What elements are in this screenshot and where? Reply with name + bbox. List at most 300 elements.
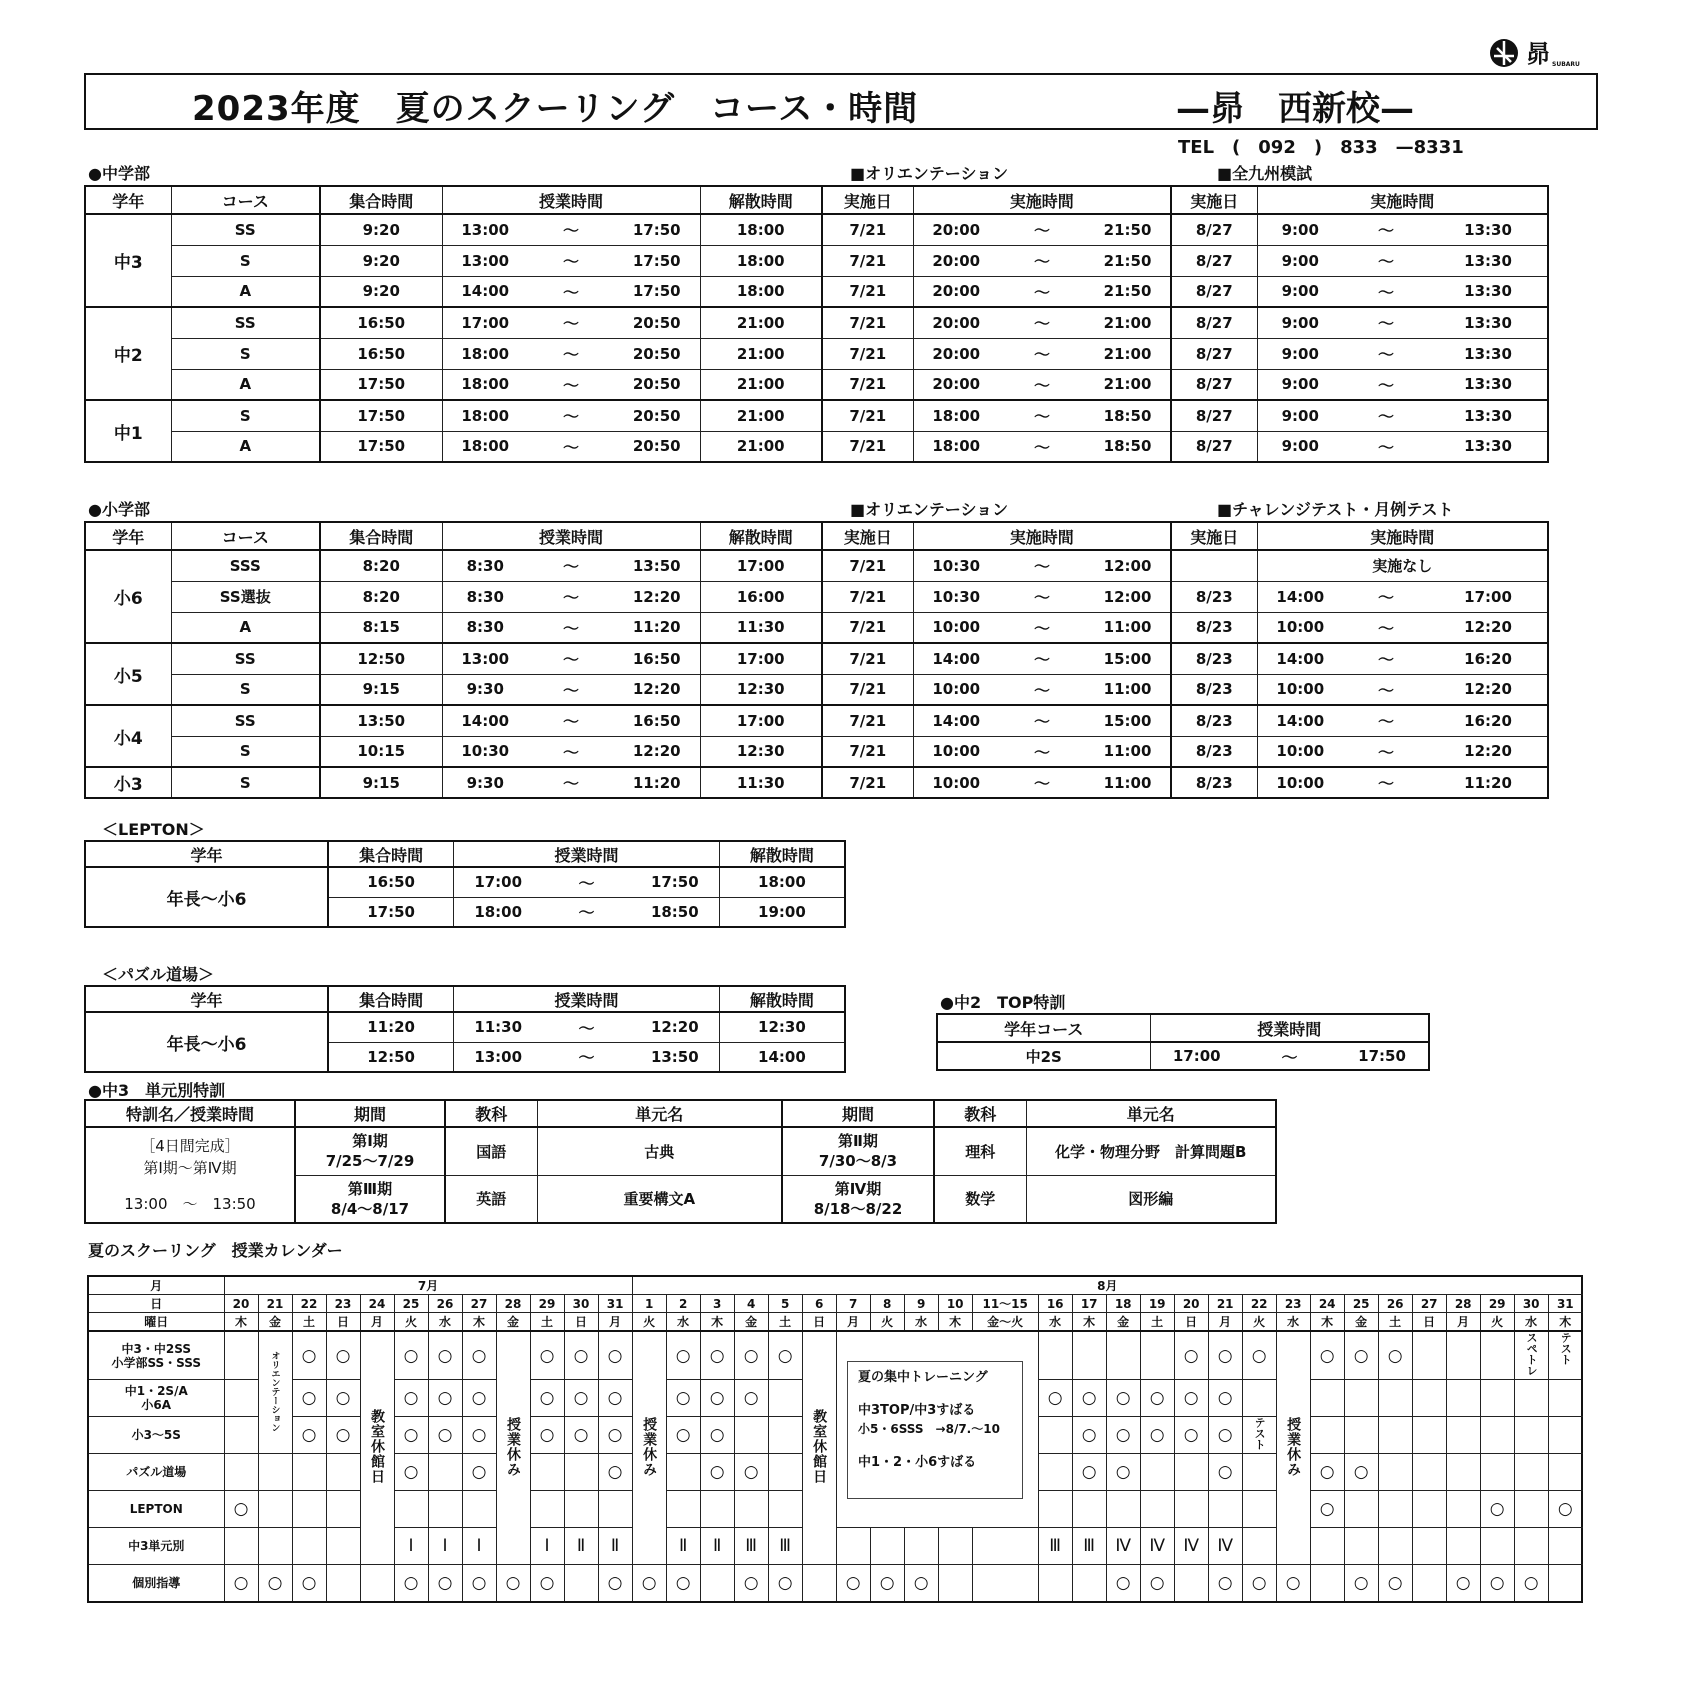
cal-cell: ○ <box>598 1380 632 1417</box>
junior-exam-end: 13:30 <box>1429 245 1548 276</box>
junior-tilde: ～ <box>1343 276 1429 307</box>
cal-cell <box>1208 1491 1242 1528</box>
cal-cell: Ⅲ <box>768 1528 802 1565</box>
cal-row <box>88 1565 1582 1602</box>
cal-day-number: 25 <box>1344 1295 1378 1313</box>
cal-weekday: 水 <box>1514 1313 1548 1332</box>
cal-day-number: 23 <box>1276 1295 1310 1313</box>
junior-exam-date: 8/27 <box>1171 245 1257 276</box>
cal-cell: ○ <box>530 1380 564 1417</box>
elem-dismiss-time: 17:00 <box>700 643 822 674</box>
junior-course-cell: A <box>171 276 320 307</box>
junior-orient-start: 18:00 <box>913 400 999 431</box>
elem-tilde: ～ <box>999 643 1085 674</box>
cal-vertical-text: 教室休館日 <box>369 1409 385 1484</box>
cal-cell: ○ <box>700 1454 734 1491</box>
cal-cell <box>1174 1491 1208 1528</box>
cal-cell: ○ <box>1378 1331 1412 1380</box>
elem-grade-cell: 小3 <box>85 767 171 798</box>
cal-weekday: 火 <box>632 1313 666 1332</box>
junior-dismiss-time: 21:00 <box>700 338 822 369</box>
elem-tilde: ～ <box>999 612 1085 643</box>
cal-cell: ○ <box>224 1565 258 1602</box>
elem-class-end: 16:50 <box>614 705 700 736</box>
cal-day-number: 20 <box>224 1295 258 1313</box>
cal-row-label <box>88 1454 224 1491</box>
unit-period-1 <box>295 1175 445 1223</box>
lepton-header-1: 集合時間 <box>328 841 454 867</box>
junior-tilde: ～ <box>999 400 1085 431</box>
cal-cell <box>666 1454 700 1491</box>
junior-gather-time: 17:50 <box>320 400 442 431</box>
cal-weekday: 水 <box>904 1313 938 1332</box>
cal-day-number: 21 <box>1208 1295 1242 1313</box>
cal-day-number: 7 <box>836 1295 870 1313</box>
cal-cell <box>734 1417 768 1454</box>
cal-cell: ○ <box>1514 1565 1548 1602</box>
cal-cell: Ⅰ <box>462 1528 496 1565</box>
cal-cell: ○ <box>768 1565 802 1602</box>
cal-cell: ○ <box>1378 1565 1412 1602</box>
unit-header-2: 教科 <box>445 1100 537 1127</box>
cal-day-number: 10 <box>938 1295 972 1313</box>
elem-orient-date: 7/21 <box>822 581 913 612</box>
cal-weekday: 月 <box>836 1313 870 1332</box>
junior-tilde: ～ <box>999 245 1085 276</box>
elem-dismiss-time: 11:30 <box>700 767 822 798</box>
cal-cell: ○ <box>292 1380 326 1417</box>
cal-cell <box>768 1491 802 1528</box>
puzzle-tilde: ～ <box>542 1042 631 1072</box>
junior-tilde: ～ <box>999 431 1085 462</box>
unit-name-line-3: 13:00 ～ 13:50 <box>124 1195 256 1213</box>
junior-exam-start: 9:00 <box>1257 400 1343 431</box>
elem-tilde: ～ <box>1343 705 1429 736</box>
elem-orient-end: 11:00 <box>1085 674 1171 705</box>
cal-cell: ○ <box>666 1417 700 1454</box>
elem-tilde: ～ <box>1343 643 1429 674</box>
cal-vertical-text: 授業休み <box>1285 1416 1302 1477</box>
cal-cell: ○ <box>1344 1454 1378 1491</box>
cal-day-number: 30 <box>1514 1295 1548 1313</box>
cal-weekday: 月 <box>360 1313 394 1332</box>
cal-cell <box>1106 1331 1140 1380</box>
elem-class-end: 16:50 <box>614 643 700 674</box>
cal-vertical-text: 授業休み <box>505 1416 521 1477</box>
junior-exam-start: 9:00 <box>1257 276 1343 307</box>
cal-weekday: 月 <box>598 1313 632 1332</box>
lepton-header-2: 授業時間 <box>454 841 720 867</box>
cal-cell <box>1446 1491 1480 1528</box>
cal-cell: ○ <box>870 1565 904 1602</box>
junior-row <box>85 369 1548 400</box>
cal-weekday: 日 <box>326 1313 360 1332</box>
cal-day-number: 22 <box>292 1295 326 1313</box>
junior-exam-date: 8/27 <box>1171 400 1257 431</box>
cal-cell: ○ <box>428 1417 462 1454</box>
junior-grade-cell: 中1 <box>85 400 171 462</box>
cal-cell <box>1514 1331 1548 1380</box>
cal-cell <box>1446 1331 1480 1380</box>
cal-day-number: 26 <box>428 1295 462 1313</box>
junior-tilde: ～ <box>528 214 614 245</box>
puzzle-header-0: 学年 <box>85 986 328 1012</box>
cal-cell: ○ <box>564 1417 598 1454</box>
cal-cell <box>666 1491 700 1528</box>
cal-cell: ○ <box>394 1331 428 1380</box>
unit-topic-2: 図形編 <box>1026 1175 1276 1223</box>
cal-cell: ○ <box>1242 1331 1276 1380</box>
cal-row-label <box>88 1528 224 1565</box>
cal-cell <box>1446 1454 1480 1491</box>
junior-course-cell: SS <box>171 214 320 245</box>
elem-orient-end: 11:00 <box>1085 767 1171 798</box>
elem-class-start: 8:30 <box>442 581 528 612</box>
puzzle-dismiss-time: 12:30 <box>719 1012 845 1042</box>
cal-weekday: 木 <box>462 1313 496 1332</box>
unit-period-1-dates: 8/4～8/17 <box>330 1199 410 1218</box>
cal-cell <box>768 1417 802 1454</box>
cal-cell: ○ <box>700 1380 734 1417</box>
cal-cell: ○ <box>734 1565 768 1602</box>
cal-cell <box>1378 1380 1412 1417</box>
elem-gather-time: 9:15 <box>320 674 442 705</box>
junior-class-end: 20:50 <box>614 307 700 338</box>
junior-course-cell: S <box>171 245 320 276</box>
elem-orient-start: 14:00 <box>913 705 999 736</box>
cal-cell: ○ <box>326 1331 360 1380</box>
junior-exam-start: 9:00 <box>1257 338 1343 369</box>
elem-row <box>85 736 1548 767</box>
cal-cell <box>1140 1454 1174 1491</box>
cal-cell <box>1140 1331 1174 1380</box>
cal-weekday: 水 <box>1276 1313 1310 1332</box>
cal-day-number: 2 <box>666 1295 700 1313</box>
elem-exam-end: 17:00 <box>1429 581 1548 612</box>
elem-class-end: 11:20 <box>614 612 700 643</box>
cal-cell: ○ <box>768 1331 802 1380</box>
cal-day-number: 23 <box>326 1295 360 1313</box>
cal-weekday: 木 <box>938 1313 972 1332</box>
elem-tilde: ～ <box>528 643 614 674</box>
unit-period-2 <box>782 1127 934 1175</box>
elem-exam-start: 10:00 <box>1257 736 1343 767</box>
top-table <box>936 1013 1430 1071</box>
elem-class-start: 8:30 <box>442 550 528 581</box>
cal-day-number: 4 <box>734 1295 768 1313</box>
junior-exam-start: 9:00 <box>1257 307 1343 338</box>
junior-orient-start: 20:00 <box>913 245 999 276</box>
cal-weekday: 金 <box>496 1313 530 1332</box>
cal-cell <box>224 1528 258 1565</box>
cal-day-number: 19 <box>1140 1295 1174 1313</box>
calendar-table <box>87 1275 1583 1603</box>
elem-header-8: 実施時間 <box>1257 522 1548 550</box>
elem-gather-time: 8:20 <box>320 550 442 581</box>
elem-header-7: 実施日 <box>1171 522 1257 550</box>
junior-class-start: 18:00 <box>442 400 528 431</box>
junior-orient-start: 20:00 <box>913 307 999 338</box>
cal-row <box>88 1331 1582 1380</box>
cal-cell: ○ <box>1310 1491 1344 1528</box>
cal-cell <box>1548 1417 1582 1454</box>
cal-cell <box>1378 1417 1412 1454</box>
unit-name-line-2: 第Ⅰ期～第Ⅳ期 <box>143 1159 237 1177</box>
top-section-title: ●中2 TOP特訓 <box>940 993 1066 1012</box>
cal-weekday-row <box>88 1313 1582 1332</box>
cal-day-number: 24 <box>1310 1295 1344 1313</box>
cal-cell: ○ <box>428 1331 462 1380</box>
unit-period-2-dates: 7/30～8/3 <box>818 1152 898 1171</box>
junior-class-start: 18:00 <box>442 369 528 400</box>
cal-cell <box>1446 1417 1480 1454</box>
top-class-end: 17:50 <box>1336 1042 1429 1070</box>
cal-day-number: 28 <box>496 1295 530 1313</box>
cal-cell <box>1446 1528 1480 1565</box>
cal-cell <box>1344 1417 1378 1454</box>
cal-cell <box>598 1491 632 1528</box>
cal-cell <box>904 1528 938 1565</box>
junior-orient-start: 20:00 <box>913 214 999 245</box>
cal-cell <box>1242 1491 1276 1528</box>
cal-cell <box>1548 1454 1582 1491</box>
cal-test-label: テスト <box>1253 1417 1267 1450</box>
cal-cell <box>1242 1454 1276 1491</box>
cal-test-label: スペトレ <box>1525 1332 1539 1376</box>
cal-day-number: 20 <box>1174 1295 1208 1313</box>
cal-day-number: 27 <box>1412 1295 1446 1313</box>
cal-day-number: 9 <box>904 1295 938 1313</box>
cal-cell: ○ <box>1174 1331 1208 1380</box>
junior-tilde: ～ <box>528 245 614 276</box>
top-header-time: 授業時間 <box>1150 1014 1429 1042</box>
junior-exam-date: 8/27 <box>1171 431 1257 462</box>
elem-orient-start: 10:30 <box>913 550 999 581</box>
elem-row <box>85 612 1548 643</box>
cal-day-number: 5 <box>768 1295 802 1313</box>
cal-row-label-line: LEPTON <box>129 1502 183 1516</box>
cal-day-number: 1 <box>632 1295 666 1313</box>
top-header-course: 学年コース <box>937 1014 1150 1042</box>
junior-orient-end: 18:50 <box>1085 431 1171 462</box>
puzzle-header-3: 解散時間 <box>719 986 845 1012</box>
cal-cell: Ⅲ <box>1038 1528 1072 1565</box>
elem-tilde: ～ <box>528 767 614 798</box>
unit-period-2 <box>782 1175 934 1223</box>
junior-header-6: 実施時間 <box>913 186 1171 214</box>
junior-exam-start: 9:00 <box>1257 245 1343 276</box>
cal-cell: ○ <box>1208 1565 1242 1602</box>
cal-row-label <box>88 1417 224 1454</box>
cal-cell: ○ <box>1208 1331 1242 1380</box>
cal-vertical-label <box>1276 1331 1310 1565</box>
cal-vertical-text: 教室休館日 <box>811 1409 828 1484</box>
cal-cell: ○ <box>530 1417 564 1454</box>
cal-cell <box>258 1491 292 1528</box>
puzzle-header-row <box>85 986 845 1012</box>
cal-weekday: 土 <box>1140 1313 1174 1332</box>
unit-period-1-name: 第Ⅰ期 <box>352 1132 388 1151</box>
cal-cell <box>1038 1491 1072 1528</box>
cal-cell: ○ <box>462 1565 496 1602</box>
cal-cell: ○ <box>428 1565 462 1602</box>
cal-day-number: 29 <box>1480 1295 1514 1313</box>
elem-exam-date: 8/23 <box>1171 736 1257 767</box>
unit-table <box>84 1099 1277 1224</box>
cal-cell <box>1038 1331 1072 1380</box>
junior-exam-end: 13:30 <box>1429 400 1548 431</box>
cal-cell: ○ <box>1310 1331 1344 1380</box>
elem-dismiss-time: 12:30 <box>700 736 822 767</box>
elem-gather-time: 9:15 <box>320 767 442 798</box>
cal-cell: ○ <box>1106 1565 1140 1602</box>
elem-exam-start: 14:00 <box>1257 643 1343 674</box>
cal-cell: Ⅳ <box>1174 1528 1208 1565</box>
cal-cell: ○ <box>1344 1331 1378 1380</box>
cal-day-number: 11～15 <box>972 1295 1038 1313</box>
cal-cell: ○ <box>1140 1380 1174 1417</box>
cal-cell <box>1514 1528 1548 1565</box>
elem-row <box>85 767 1548 798</box>
cal-row-label-line: 中3・中2SS <box>121 1341 191 1356</box>
junior-orient-date: 7/21 <box>822 400 913 431</box>
junior-tilde: ～ <box>999 338 1085 369</box>
junior-orient-end: 21:50 <box>1085 245 1171 276</box>
elem-exam-start: 10:00 <box>1257 612 1343 643</box>
junior-row <box>85 431 1548 462</box>
cal-cell <box>1412 1528 1446 1565</box>
elem-exam-end: 11:20 <box>1429 767 1548 798</box>
junior-course-cell: S <box>171 338 320 369</box>
junior-tilde: ～ <box>1343 431 1429 462</box>
junior-exam-end: 13:30 <box>1429 369 1548 400</box>
lepton-class-end: 17:50 <box>631 867 720 897</box>
elementary-section-title: ●小学部 <box>88 500 150 519</box>
cal-weekday: 金 <box>734 1313 768 1332</box>
note-line-3: 中1・2・小6すばる <box>858 1455 977 1470</box>
cal-cell: Ⅰ <box>428 1528 462 1565</box>
elem-course-cell: SS <box>171 705 320 736</box>
unit-period-1 <box>295 1127 445 1175</box>
cal-cell: ○ <box>292 1565 326 1602</box>
cal-weekday: 金 <box>258 1313 292 1332</box>
cal-cell: ○ <box>394 1417 428 1454</box>
cal-cell <box>428 1454 462 1491</box>
cal-cell: Ⅳ <box>1208 1528 1242 1565</box>
cal-weekday: 土 <box>292 1313 326 1332</box>
cal-day-number: 8 <box>870 1295 904 1313</box>
elem-gather-time: 13:50 <box>320 705 442 736</box>
unit-period-2-name: 第Ⅳ期 <box>834 1179 882 1198</box>
unit-row <box>85 1127 1276 1175</box>
cal-cell <box>1548 1565 1582 1602</box>
junior-orient-date: 7/21 <box>822 276 913 307</box>
junior-tilde: ～ <box>999 307 1085 338</box>
junior-tilde: ～ <box>999 214 1085 245</box>
cal-cell <box>1140 1491 1174 1528</box>
logo-sub: SUBARU <box>1552 61 1580 68</box>
cal-cell: ○ <box>666 1565 700 1602</box>
junior-dismiss-time: 18:00 <box>700 276 822 307</box>
elem-class-start: 9:30 <box>442 767 528 798</box>
elem-exam-end: 12:20 <box>1429 674 1548 705</box>
cal-cell <box>1242 1380 1276 1417</box>
cal-day-number: 17 <box>1072 1295 1106 1313</box>
cal-weekday: 火 <box>1242 1313 1276 1332</box>
elem-course-cell: S <box>171 674 320 705</box>
junior-orient-start: 20:00 <box>913 369 999 400</box>
cal-month-july: 7月 <box>224 1276 632 1295</box>
elem-orient-end: 15:00 <box>1085 643 1171 674</box>
cal-weekday: 木 <box>224 1313 258 1332</box>
puzzle-class-start: 11:30 <box>454 1012 543 1042</box>
junior-course-cell: A <box>171 369 320 400</box>
junior-exam-label: ■全九州模試 <box>1217 164 1313 183</box>
cal-cell: ○ <box>836 1565 870 1602</box>
cal-cell <box>1038 1454 1072 1491</box>
junior-header-7: 実施日 <box>1171 186 1257 214</box>
lepton-row <box>85 867 845 897</box>
elem-dismiss-time: 16:00 <box>700 581 822 612</box>
cal-cell <box>258 1454 292 1491</box>
cal-cell <box>1480 1528 1514 1565</box>
cal-cell: ○ <box>1140 1565 1174 1602</box>
elem-tilde: ～ <box>999 674 1085 705</box>
cal-cell <box>1310 1565 1344 1602</box>
junior-exam-start: 9:00 <box>1257 431 1343 462</box>
cal-weekday: 土 <box>1378 1313 1412 1332</box>
elem-course-cell: SSS <box>171 550 320 581</box>
lepton-dismiss-time: 19:00 <box>719 897 845 927</box>
junior-class-end: 20:50 <box>614 400 700 431</box>
junior-tilde: ～ <box>528 431 614 462</box>
lepton-class-end: 18:50 <box>631 897 720 927</box>
unit-topic-2: 化学・物理分野 計算問題B <box>1026 1127 1276 1175</box>
elem-exam-date: 8/23 <box>1171 674 1257 705</box>
cal-row-label-line: 小3～5S <box>131 1428 181 1442</box>
cal-cell <box>1242 1528 1276 1565</box>
junior-orient-end: 18:50 <box>1085 400 1171 431</box>
elem-row <box>85 643 1548 674</box>
cal-weekday: 水 <box>428 1313 462 1332</box>
junior-class-start: 18:00 <box>442 338 528 369</box>
junior-tilde: ～ <box>1343 214 1429 245</box>
telephone: TEL ( 092 ) 833 —8331 <box>1178 137 1464 158</box>
cal-cell: ○ <box>530 1565 564 1602</box>
top-row <box>937 1042 1429 1070</box>
junior-orient-date: 7/21 <box>822 338 913 369</box>
junior-exam-end: 13:30 <box>1429 307 1548 338</box>
unit-topic-1: 古典 <box>537 1127 782 1175</box>
cal-weekday: 日 <box>1412 1313 1446 1332</box>
cal-cell: ○ <box>598 1454 632 1491</box>
cal-weekday: 金 <box>1344 1313 1378 1332</box>
cal-cell <box>564 1491 598 1528</box>
cal-cell <box>1310 1417 1344 1454</box>
junior-class-end: 17:50 <box>614 214 700 245</box>
elementary-exam-label: ■チャレンジテスト・月例テスト <box>1217 500 1454 519</box>
puzzle-class-end: 12:20 <box>631 1012 720 1042</box>
cal-cell <box>462 1491 496 1528</box>
junior-exam-date: 8/27 <box>1171 276 1257 307</box>
top-class-start: 17:00 <box>1150 1042 1243 1070</box>
cal-row-label-line: 小6A <box>141 1398 172 1412</box>
cal-cell: ○ <box>428 1380 462 1417</box>
junior-orient-end: 21:00 <box>1085 369 1171 400</box>
cal-vertical-label <box>802 1331 836 1565</box>
cal-cell <box>700 1491 734 1528</box>
elem-tilde: ～ <box>528 705 614 736</box>
